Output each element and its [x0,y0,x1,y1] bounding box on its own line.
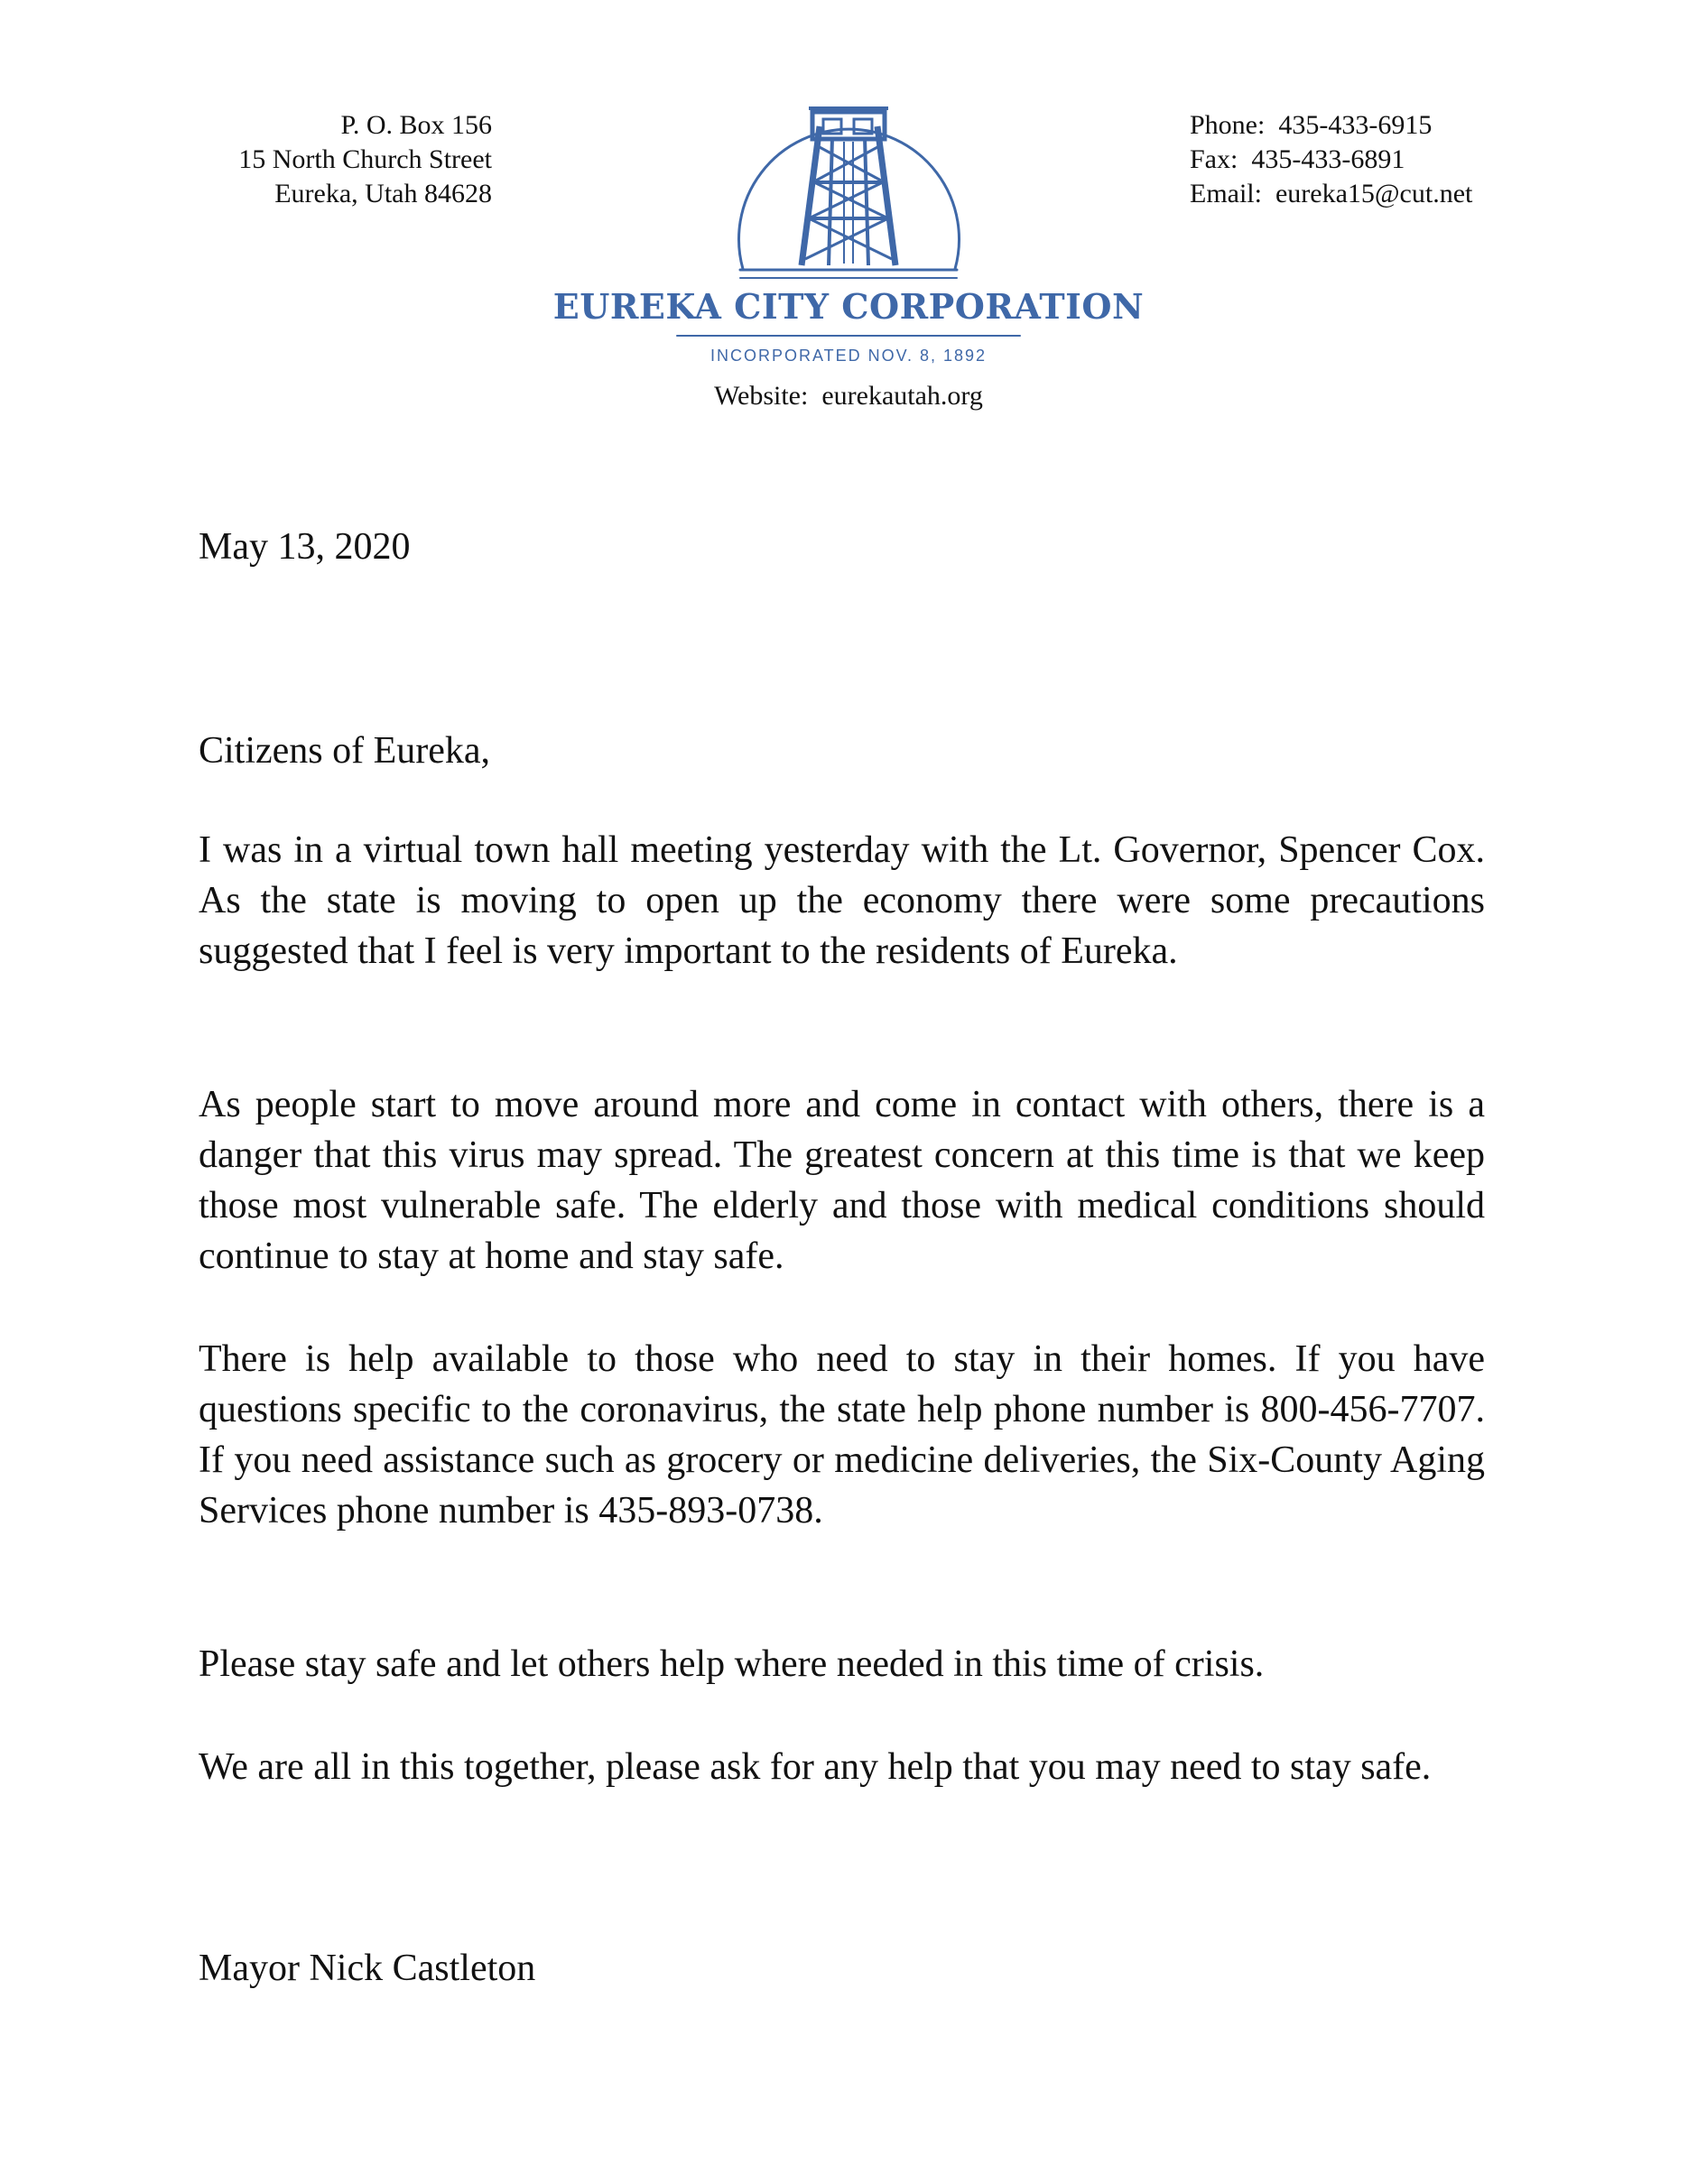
paragraph: Please stay safe and let others help where needed in this time of crisis. [199,1643,1265,1685]
paragraph: There is help available to those who need to stay in their homes. If you have questions specific to the coronavirus, the state help phone number is 800-456-7707. If you need assistance such as grocery or medicine deliveries, the Six-County Aging Services phone number is 435-893-0738. [199,1338,1485,1532]
email-line [1190,177,1569,211]
paragraph: As people start to move around more and come in contact with others, there is a danger that this virus may spread. The greatest concern at this time is that we keep those most vulnerable safe. The elderly and those with medical conditions should continue to stay at home and stay safe. [199,1084,1485,1277]
address-line-po-box: P. O. Box 156 [340,110,492,140]
mine-headframe-icon [542,101,1155,372]
website-url[interactable]: eurekautah.org [821,381,983,411]
address-line-street: 15 North Church Street [238,144,492,174]
incorporation-date: INCORPORATED NOV. 8, 1892 [710,347,988,365]
salutation: Citizens of Eureka, [199,730,491,772]
signature: Mayor Nick Castleton [199,1948,536,1989]
contact-info [1190,108,1569,211]
address-line-city: Eureka, Utah 84628 [274,179,492,208]
website-label: Website: [714,381,809,411]
phone-line [1190,108,1569,143]
letter-date: May 13, 2020 [199,526,411,568]
paragraph: I was in a virtual town hall meeting yesterday with the Lt. Governor, Spencer Cox. As the state is moving to open up the economy there were some precautions suggested that I feel is very important to the residents of Eureka. [199,829,1485,972]
fax-label: Fax: [1190,144,1238,174]
fax-line [1190,143,1569,177]
email-address: eureka15@cut.net [1275,179,1473,208]
phone-number: 435-433-6915 [1278,110,1433,140]
email-label: Email: [1190,179,1262,208]
phone-label: Phone: [1190,110,1266,140]
website-line [542,379,1155,413]
paragraph: We are all in this together, please ask for any help that you may need to stay safe. [199,1746,1432,1788]
fax-number: 435-433-6891 [1251,144,1405,174]
city-logo [542,101,1155,372]
organization-name: EUREKA CITY CORPORATION [552,286,1145,327]
mailing-address [181,108,492,211]
